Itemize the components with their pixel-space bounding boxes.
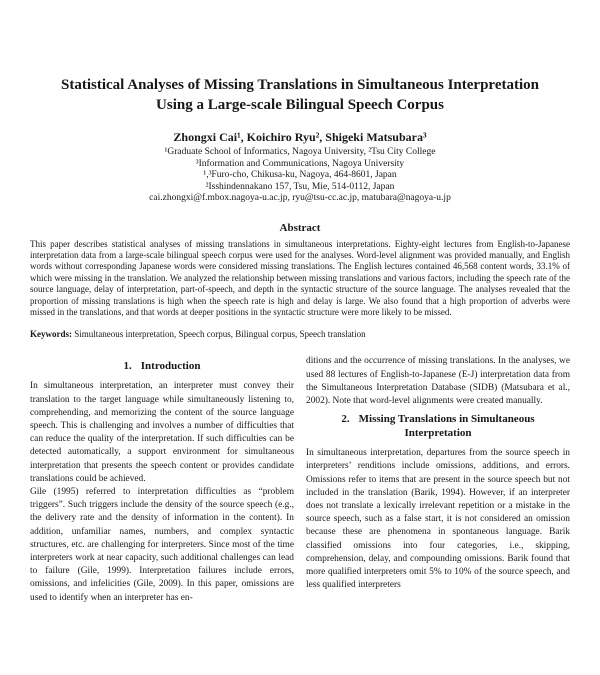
paper-title	[30, 75, 570, 115]
two-column-body	[30, 355, 570, 604]
continuation-paragraph: ditions and the occurrence of missing translations. In the analyses, we used 88 lectures of English-to-Japanese (E-J) interpretation data from the Simultaneous Interpretation Database (SIDB) (Matsubara et al., 2002). Note that word-level alignments were created manually.	[306, 356, 570, 406]
affiliation-line-4: ²Isshindennakano 157, Tsu, Mie, 514-0112, Japan	[205, 181, 395, 192]
affiliation-line-2: ³Information and Communications, Nagoya University	[195, 158, 405, 169]
section-2-title: Missing Translations in Simultaneous Interpretation	[358, 413, 535, 440]
affiliation-line-1: ¹Graduate School of Informatics, Nagoya University, ²Tsu City College	[164, 147, 436, 157]
affiliation-line-3: ¹,³Furo-cho, Chikusa-ku, Nagoya, 464-8601, Japan	[203, 170, 397, 180]
section-1-number: 1.	[123, 360, 132, 373]
section-1-heading	[40, 359, 284, 373]
keywords-label: Keywords:	[30, 329, 72, 340]
keywords-text: Simultaneous interpretation, Speech corpus, Bilingual corpus, Speech translation	[72, 329, 366, 340]
paper-title-line-2: Using a Large-scale Bilingual Speech Corpus	[156, 97, 444, 113]
paper-title-line-1: Statistical Analyses of Missing Translations in Simultaneous Interpretation	[61, 77, 539, 93]
section-1-paragraph-1: In simultaneous interpretation, an interpreter must convey their translation to the target language while simultaneously listening to, comprehending, and memorizing the content of the source language speech. This is challenging and involves a number of difficulties that can reduce the quality of the interpretation. If such difficulties can be detected automatically, a support environment for simultaneous interpretation that presents the speech content or provides candidate translations could be achieved.	[30, 381, 294, 484]
abstract-heading: Abstract	[279, 221, 321, 234]
column-left	[30, 355, 294, 604]
section-1-paragraph-2: Gile (1995) referred to interpretation difficulties as “problem triggers”. Such triggers include the density of the source speech (e.g., the delivery rate and the density of information in the content). In addition, unfamiliar names, numbers, and complex syntactic structures, etc. are challenging for interpreters. Since most of the time interpreters work at near capacity, such additional challenges can lead to failure (Gile, 1999). Interpretation failures include errors, omissions, and infelicities (Gile, 2009). In this paper, omissions are used to identify when an interpreter has en-	[30, 486, 294, 603]
authors-line: Zhongxi Cai¹, Koichiro Ryu², Shigeki Matsubara³	[173, 130, 427, 144]
emails-line: cai.zhongxi@f.mbox.nagoya-u.ac.jp, ryu@tsu-cc.ac.jp, matubara@nagoya-u.jp	[149, 193, 451, 203]
section-1-title: Introduction	[140, 360, 201, 373]
abstract-text: This paper describes statistical analyses of missing translations in simultaneous interpretations. Eighty-eight lectures from English-to-Japanese interpretation data from a large-scale bilingual speech corpus were used for the analyses. Word-level alignment was provided manually, and English words without corresponding Japanese words were considered missing translations. The English lectures contained 46,568 content words, 33.1% of which were missing in the translation. We analyzed the relationship between missing translations and various factors, including the speech rate of the source language, delay of interpretation, part-of-speech, and depth in the syntactic structure of the source language. The analyses revealed that the proportion of missing translations is high when the speech rate is high and delay is large. We also found that a high proportion of adverbs were missed in the translations, and that words at deeper positions in the syntactic structure were more likely to be missed.	[30, 238, 570, 317]
keywords-line	[30, 329, 570, 339]
section-2-heading	[316, 412, 560, 440]
paper-page	[0, 75, 600, 605]
affiliation-block	[30, 147, 570, 205]
column-right	[306, 355, 570, 604]
section-2-number: 2.	[341, 413, 350, 426]
section-2-paragraph-1: In simultaneous interpretation, departures from the source speech in interpreters’ renditions include omissions, additions, and errors. Omissions refer to items that are present in the source speech but not included in the translation (Barik, 1994). However, if an interpreter does not translate a lexically irrelevant repetition or a mistake in the source speech, such as a false start, it is not considered an omission because these are phenomena in spontaneous language. Barik classified omissions into four categories, i.e., skipping, comprehension, delay, and compounding omissions. Barik found that more qualified interpreters omit 5% to 10% of the source speech, and less qualified interpreters	[306, 448, 570, 591]
